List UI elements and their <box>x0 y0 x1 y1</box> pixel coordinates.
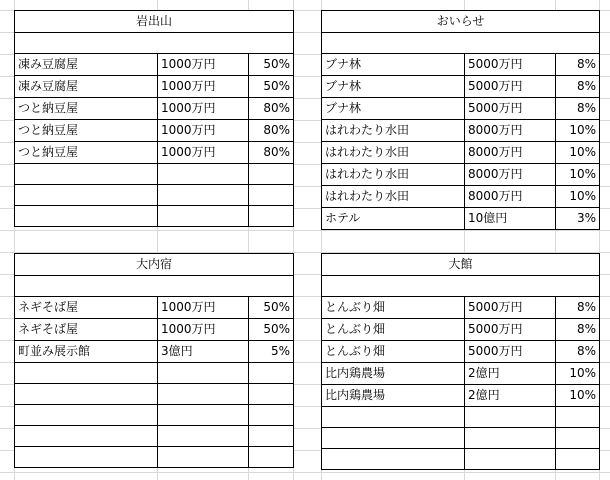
facility-name-cell[interactable]: 比内鶏農場 <box>322 385 465 407</box>
cost-cell[interactable]: 1000万円 <box>158 54 249 76</box>
cost-cell[interactable]: 5000万円 <box>465 76 556 98</box>
rate-cell[interactable]: 50% <box>249 319 294 341</box>
cost-cell[interactable]: 10億円 <box>465 208 556 230</box>
rate-cell[interactable]: 50% <box>249 297 294 319</box>
cost-cell[interactable]: 1000万円 <box>158 120 249 142</box>
rate-cell[interactable]: 50% <box>249 54 294 76</box>
facility-name-cell[interactable]: ブナ林 <box>322 76 465 98</box>
rate-cell[interactable]: 80% <box>249 120 294 142</box>
cost-cell[interactable]: 2億円 <box>465 385 556 407</box>
cost-cell[interactable]: 8000万円 <box>465 142 556 164</box>
rate-cell[interactable] <box>556 449 600 470</box>
facility-name-cell[interactable] <box>15 164 158 185</box>
rate-cell[interactable]: 8% <box>556 76 600 98</box>
cost-cell[interactable] <box>158 206 249 227</box>
table-row <box>322 341 600 363</box>
rate-cell[interactable]: 8% <box>556 297 600 319</box>
table-row <box>322 297 600 319</box>
rate-cell[interactable] <box>249 206 294 227</box>
table-row <box>15 363 294 384</box>
cost-cell[interactable]: 1000万円 <box>158 297 249 319</box>
facility-name-cell[interactable] <box>15 426 158 447</box>
cost-cell[interactable]: 8000万円 <box>465 120 556 142</box>
table-row <box>322 208 600 230</box>
table-header-row <box>15 11 294 33</box>
facility-name-cell[interactable] <box>15 363 158 384</box>
table-row <box>322 363 600 385</box>
facility-name-cell[interactable] <box>15 405 158 426</box>
rate-cell[interactable]: 10% <box>556 142 600 164</box>
facility-name-cell[interactable] <box>15 384 158 405</box>
cost-cell[interactable] <box>158 185 249 206</box>
blank-cell[interactable] <box>15 276 294 297</box>
rate-cell[interactable]: 10% <box>556 120 600 142</box>
blank-row <box>15 276 294 297</box>
cost-cell[interactable] <box>158 384 249 405</box>
table-row <box>322 98 600 120</box>
table-row <box>15 405 294 426</box>
cost-cell[interactable]: 1000万円 <box>158 319 249 341</box>
facility-name-cell[interactable] <box>322 428 465 449</box>
rate-cell[interactable] <box>249 447 294 468</box>
blank-cell[interactable] <box>15 33 294 54</box>
facility-name-cell[interactable] <box>322 407 465 428</box>
facility-name-cell[interactable]: はれわたり水田 <box>322 120 465 142</box>
facility-name-cell[interactable]: はれわたり水田 <box>322 186 465 208</box>
table-row <box>15 142 294 164</box>
rate-cell[interactable]: 8% <box>556 319 600 341</box>
facility-name-cell[interactable]: はれわたり水田 <box>322 142 465 164</box>
facility-name-cell[interactable] <box>15 206 158 227</box>
table-row <box>15 120 294 142</box>
table-row <box>322 120 600 142</box>
block-title[interactable]: 岩出山 <box>15 11 294 33</box>
table-ouchijuku <box>14 253 294 468</box>
rate-cell[interactable]: 80% <box>249 98 294 120</box>
table-row <box>322 142 600 164</box>
rate-cell[interactable] <box>249 426 294 447</box>
cost-cell[interactable]: 1000万円 <box>158 98 249 120</box>
cost-cell[interactable]: 5000万円 <box>465 98 556 120</box>
table-odate <box>321 253 600 470</box>
table-row <box>15 98 294 120</box>
rate-cell[interactable]: 3% <box>556 208 600 230</box>
facility-name-cell[interactable] <box>322 449 465 470</box>
block-title[interactable]: 大内宿 <box>15 254 294 276</box>
table-header-row <box>322 11 600 33</box>
table-row <box>15 297 294 319</box>
facility-name-cell[interactable]: ネギそば屋 <box>15 297 158 319</box>
facility-name-cell[interactable]: ネギそば屋 <box>15 319 158 341</box>
cost-cell[interactable] <box>158 363 249 384</box>
cost-cell[interactable]: 5000万円 <box>465 341 556 363</box>
blank-row <box>322 33 600 54</box>
table-row <box>15 341 294 363</box>
blank-cell[interactable] <box>322 276 600 297</box>
table-row <box>322 76 600 98</box>
table-row <box>322 407 600 428</box>
facility-name-cell[interactable]: 凍み豆腐屋 <box>15 54 158 76</box>
cost-cell[interactable] <box>158 164 249 185</box>
facility-name-cell[interactable]: とんぶり畑 <box>322 297 465 319</box>
gridline <box>0 472 610 473</box>
facility-name-cell[interactable]: つと納豆屋 <box>15 142 158 164</box>
cost-cell[interactable]: 5000万円 <box>465 54 556 76</box>
cost-cell[interactable] <box>158 426 249 447</box>
table-row <box>322 164 600 186</box>
cost-cell[interactable]: 5000万円 <box>465 297 556 319</box>
facility-name-cell[interactable]: ブナ林 <box>322 54 465 76</box>
blank-row <box>15 33 294 54</box>
blank-cell[interactable] <box>322 33 600 54</box>
cost-cell[interactable]: 1000万円 <box>158 76 249 98</box>
rate-cell[interactable] <box>249 384 294 405</box>
facility-name-cell[interactable]: つと納豆屋 <box>15 120 158 142</box>
block-title[interactable]: 大館 <box>322 254 600 276</box>
rate-cell[interactable] <box>249 164 294 185</box>
facility-name-cell[interactable]: 町並み展示館 <box>15 341 158 363</box>
cost-cell[interactable]: 3億円 <box>158 341 249 363</box>
table-iwadeyama <box>14 10 294 227</box>
rate-cell[interactable]: 8% <box>556 341 600 363</box>
rate-cell[interactable]: 10% <box>556 363 600 385</box>
facility-name-cell[interactable]: とんぶり畑 <box>322 319 465 341</box>
table-header-row <box>322 254 600 276</box>
rate-cell[interactable]: 8% <box>556 98 600 120</box>
rate-cell[interactable] <box>249 363 294 384</box>
table-row <box>322 385 600 407</box>
cost-cell[interactable]: 1000万円 <box>158 142 249 164</box>
rate-cell[interactable]: 10% <box>556 186 600 208</box>
facility-name-cell[interactable]: ホテル <box>322 208 465 230</box>
rate-cell[interactable]: 80% <box>249 142 294 164</box>
rate-cell[interactable]: 50% <box>249 76 294 98</box>
table-row <box>322 319 600 341</box>
table-row <box>322 428 600 449</box>
cost-cell[interactable]: 8000万円 <box>465 186 556 208</box>
table-row <box>322 449 600 470</box>
blank-row <box>322 276 600 297</box>
cost-cell[interactable] <box>158 447 249 468</box>
cost-cell[interactable] <box>465 449 556 470</box>
table-header-row <box>15 254 294 276</box>
cost-cell[interactable]: 5000万円 <box>465 319 556 341</box>
cost-cell[interactable] <box>158 405 249 426</box>
facility-name-cell[interactable]: はれわたり水田 <box>322 164 465 186</box>
table-row <box>15 54 294 76</box>
gridline <box>0 230 610 231</box>
table-row <box>15 185 294 206</box>
cost-cell[interactable] <box>465 407 556 428</box>
facility-name-cell[interactable]: 比内鶏農場 <box>322 363 465 385</box>
cost-cell[interactable] <box>465 428 556 449</box>
table-row <box>15 206 294 227</box>
table-row <box>15 76 294 98</box>
table-row <box>322 54 600 76</box>
table-row <box>15 384 294 405</box>
facility-name-cell[interactable]: ブナ林 <box>322 98 465 120</box>
rate-cell[interactable] <box>556 428 600 449</box>
table-row <box>15 164 294 185</box>
rate-cell[interactable] <box>249 405 294 426</box>
rate-cell[interactable]: 10% <box>556 164 600 186</box>
table-row <box>15 319 294 341</box>
rate-cell[interactable]: 5% <box>249 341 294 363</box>
facility-name-cell[interactable]: とんぶり畑 <box>322 341 465 363</box>
rate-cell[interactable]: 8% <box>556 54 600 76</box>
rate-cell[interactable] <box>249 185 294 206</box>
table-row <box>322 186 600 208</box>
rate-cell[interactable] <box>556 407 600 428</box>
table-row <box>15 447 294 468</box>
cost-cell[interactable]: 2億円 <box>465 363 556 385</box>
facility-name-cell[interactable] <box>15 185 158 206</box>
table-oirase <box>321 10 600 230</box>
facility-name-cell[interactable] <box>15 447 158 468</box>
table-row <box>15 426 294 447</box>
facility-name-cell[interactable]: つと納豆屋 <box>15 98 158 120</box>
cost-cell[interactable]: 8000万円 <box>465 164 556 186</box>
block-title[interactable]: おいらせ <box>322 11 600 33</box>
facility-name-cell[interactable]: 凍み豆腐屋 <box>15 76 158 98</box>
rate-cell[interactable]: 10% <box>556 385 600 407</box>
